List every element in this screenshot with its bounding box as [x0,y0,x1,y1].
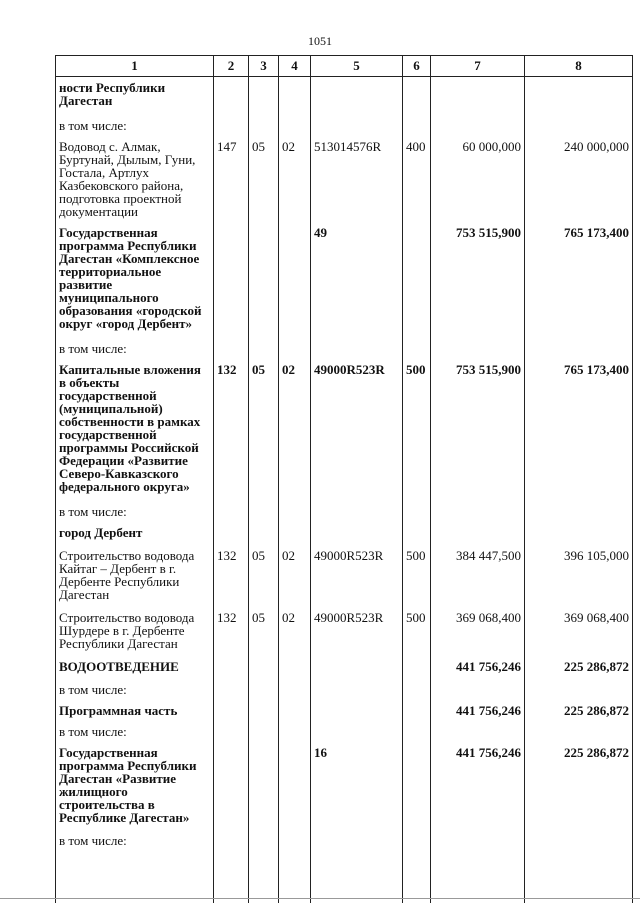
row-value-cell [311,330,403,355]
row-value-cell [431,493,525,518]
row-value-cell: 49000R523R [311,539,403,601]
row-value-cell [249,107,279,132]
row-value-cell [214,673,249,696]
row-value-cell: 02 [279,539,311,601]
col-header-3: 3 [249,56,279,77]
filler-cell [249,847,279,903]
row-value-cell [249,673,279,696]
row-value-cell: 765 173,400 [525,355,633,493]
row-value-cell [214,696,249,717]
table-row [56,738,633,824]
row-value-cell [279,717,311,738]
col-header-7: 7 [431,56,525,77]
row-value-cell [403,518,431,539]
row-value-cell [249,518,279,539]
row-name-cell: Программная часть [56,696,214,717]
table-filler-row [56,847,633,903]
row-value-cell [431,673,525,696]
row-value-cell [431,824,525,847]
row-value-cell [311,824,403,847]
table-row [56,218,633,330]
row-value-cell [403,107,431,132]
row-value-cell [249,77,279,108]
filler-cell [431,847,525,903]
row-value-cell: 240 000,000 [525,132,633,218]
col-header-6: 6 [403,56,431,77]
row-value-cell [525,824,633,847]
row-value-cell [431,77,525,108]
budget-table [55,55,633,903]
row-value-cell [279,738,311,824]
row-value-cell: 400 [403,132,431,218]
row-value-cell [431,717,525,738]
row-value-cell: 500 [403,355,431,493]
row-value-cell [279,107,311,132]
row-name-cell: Строительство водовода Кайтаг – Дербент в г. Дербенте Республики Дагестан [56,539,214,601]
row-value-cell: 16 [311,738,403,824]
row-value-cell [403,717,431,738]
row-name-cell: в том числе: [56,717,214,738]
row-value-cell: 02 [279,601,311,650]
table-row [56,77,633,108]
row-name-cell: в том числе: [56,107,214,132]
row-value-cell [525,493,633,518]
row-value-cell [403,330,431,355]
row-value-cell [525,107,633,132]
row-value-cell: 500 [403,539,431,601]
row-value-cell [279,650,311,673]
row-value-cell [279,673,311,696]
row-name-cell: город Дербент [56,518,214,539]
row-value-cell [249,696,279,717]
table-row [56,696,633,717]
row-value-cell: 60 000,000 [431,132,525,218]
row-name-cell: в том числе: [56,824,214,847]
table-row [56,824,633,847]
row-value-cell [311,107,403,132]
row-value-cell: 500 [403,601,431,650]
row-value-cell [311,673,403,696]
row-value-cell [214,77,249,108]
row-value-cell [403,77,431,108]
table-row [56,518,633,539]
table-row [56,330,633,355]
row-value-cell [525,330,633,355]
row-value-cell [403,824,431,847]
row-value-cell: 441 756,246 [431,738,525,824]
row-value-cell [249,218,279,330]
row-value-cell [249,738,279,824]
row-value-cell: 513014576R [311,132,403,218]
row-name-cell: Строительство водовода Шурдере в г. Дербенте Республики Дагестан [56,601,214,650]
row-value-cell: 369 068,400 [431,601,525,650]
row-value-cell [403,673,431,696]
row-value-cell [214,218,249,330]
filler-cell [56,847,214,903]
row-value-cell: 225 286,872 [525,650,633,673]
filler-cell [525,847,633,903]
row-value-cell: 753 515,900 [431,355,525,493]
row-value-cell [525,673,633,696]
table-row [56,493,633,518]
row-value-cell [279,330,311,355]
row-value-cell: 225 286,872 [525,738,633,824]
row-value-cell [249,717,279,738]
row-value-cell [214,738,249,824]
row-value-cell [214,493,249,518]
col-header-8: 8 [525,56,633,77]
col-header-1: 1 [56,56,214,77]
row-value-cell [525,717,633,738]
row-value-cell [311,493,403,518]
filler-cell [214,847,249,903]
row-value-cell [249,493,279,518]
row-value-cell: 05 [249,355,279,493]
row-name-cell: Государственная программа Республики Дагестан «Развитие жилищного строительства в Республике Дагестан» [56,738,214,824]
col-header-5: 5 [311,56,403,77]
row-value-cell: 49000R523R [311,355,403,493]
row-value-cell [431,107,525,132]
table-row [56,107,633,132]
row-value-cell [403,493,431,518]
row-value-cell: 132 [214,355,249,493]
row-value-cell [311,77,403,108]
row-name-cell: в том числе: [56,330,214,355]
row-value-cell [311,518,403,539]
row-value-cell [525,77,633,108]
row-value-cell: 02 [279,355,311,493]
row-value-cell: 441 756,246 [431,696,525,717]
row-value-cell [311,717,403,738]
col-header-4: 4 [279,56,311,77]
table-row [56,673,633,696]
row-name-cell: ности Республики Дагестан [56,77,214,108]
row-name-cell: Государственная программа Республики Дагестан «Комплексное территориальное развитие муниципального образования «городской округ «город Дербент» [56,218,214,330]
filler-cell [279,847,311,903]
row-value-cell: 05 [249,539,279,601]
row-value-cell: 132 [214,601,249,650]
table-row [56,601,633,650]
filler-cell [403,847,431,903]
row-name-cell: в том числе: [56,493,214,518]
table-row [56,539,633,601]
row-value-cell [214,717,249,738]
row-value-cell: 225 286,872 [525,696,633,717]
row-value-cell: 05 [249,601,279,650]
row-value-cell [403,696,431,717]
page-number: 1051 [308,34,332,48]
row-name-cell: в том числе: [56,673,214,696]
row-value-cell [214,330,249,355]
row-value-cell [311,696,403,717]
row-name-cell: Капитальные вложения в объекты государственной (муниципальной) собственности в рамках государственной программы Российской Федерации «Развитие Северо-Кавказского федерального округа» [56,355,214,493]
filler-cell [311,847,403,903]
row-value-cell: 49 [311,218,403,330]
row-value-cell: 147 [214,132,249,218]
row-value-cell [214,824,249,847]
row-value-cell [279,518,311,539]
row-value-cell [431,330,525,355]
row-value-cell: 02 [279,132,311,218]
header-row [56,56,633,77]
row-value-cell [249,330,279,355]
row-value-cell: 369 068,400 [525,601,633,650]
page-bottom-edge [0,898,640,899]
row-value-cell [214,650,249,673]
row-value-cell [279,218,311,330]
col-header-2: 2 [214,56,249,77]
row-value-cell [214,518,249,539]
row-value-cell: 49000R523R [311,601,403,650]
row-name-cell: ВОДООТВЕДЕНИЕ [56,650,214,673]
row-value-cell [431,518,525,539]
row-value-cell: 765 173,400 [525,218,633,330]
row-value-cell [279,696,311,717]
row-value-cell [279,493,311,518]
row-value-cell: 05 [249,132,279,218]
row-value-cell [525,518,633,539]
row-value-cell [279,824,311,847]
row-name-cell: Водовод с. Алмак, Буртунай, Дылым, Гуни, Гостала, Артлух Казбековского района, подготовка проектной документации [56,132,214,218]
row-value-cell [214,107,249,132]
row-value-cell [311,650,403,673]
row-value-cell: 441 756,246 [431,650,525,673]
row-value-cell [403,218,431,330]
row-value-cell [249,824,279,847]
row-value-cell: 396 105,000 [525,539,633,601]
table-row [56,717,633,738]
row-value-cell [403,650,431,673]
row-value-cell [403,738,431,824]
table-row [56,650,633,673]
row-value-cell [249,650,279,673]
row-value-cell: 384 447,500 [431,539,525,601]
table-row [56,355,633,493]
row-value-cell: 132 [214,539,249,601]
row-value-cell: 753 515,900 [431,218,525,330]
row-value-cell [279,77,311,108]
table-row [56,132,633,218]
